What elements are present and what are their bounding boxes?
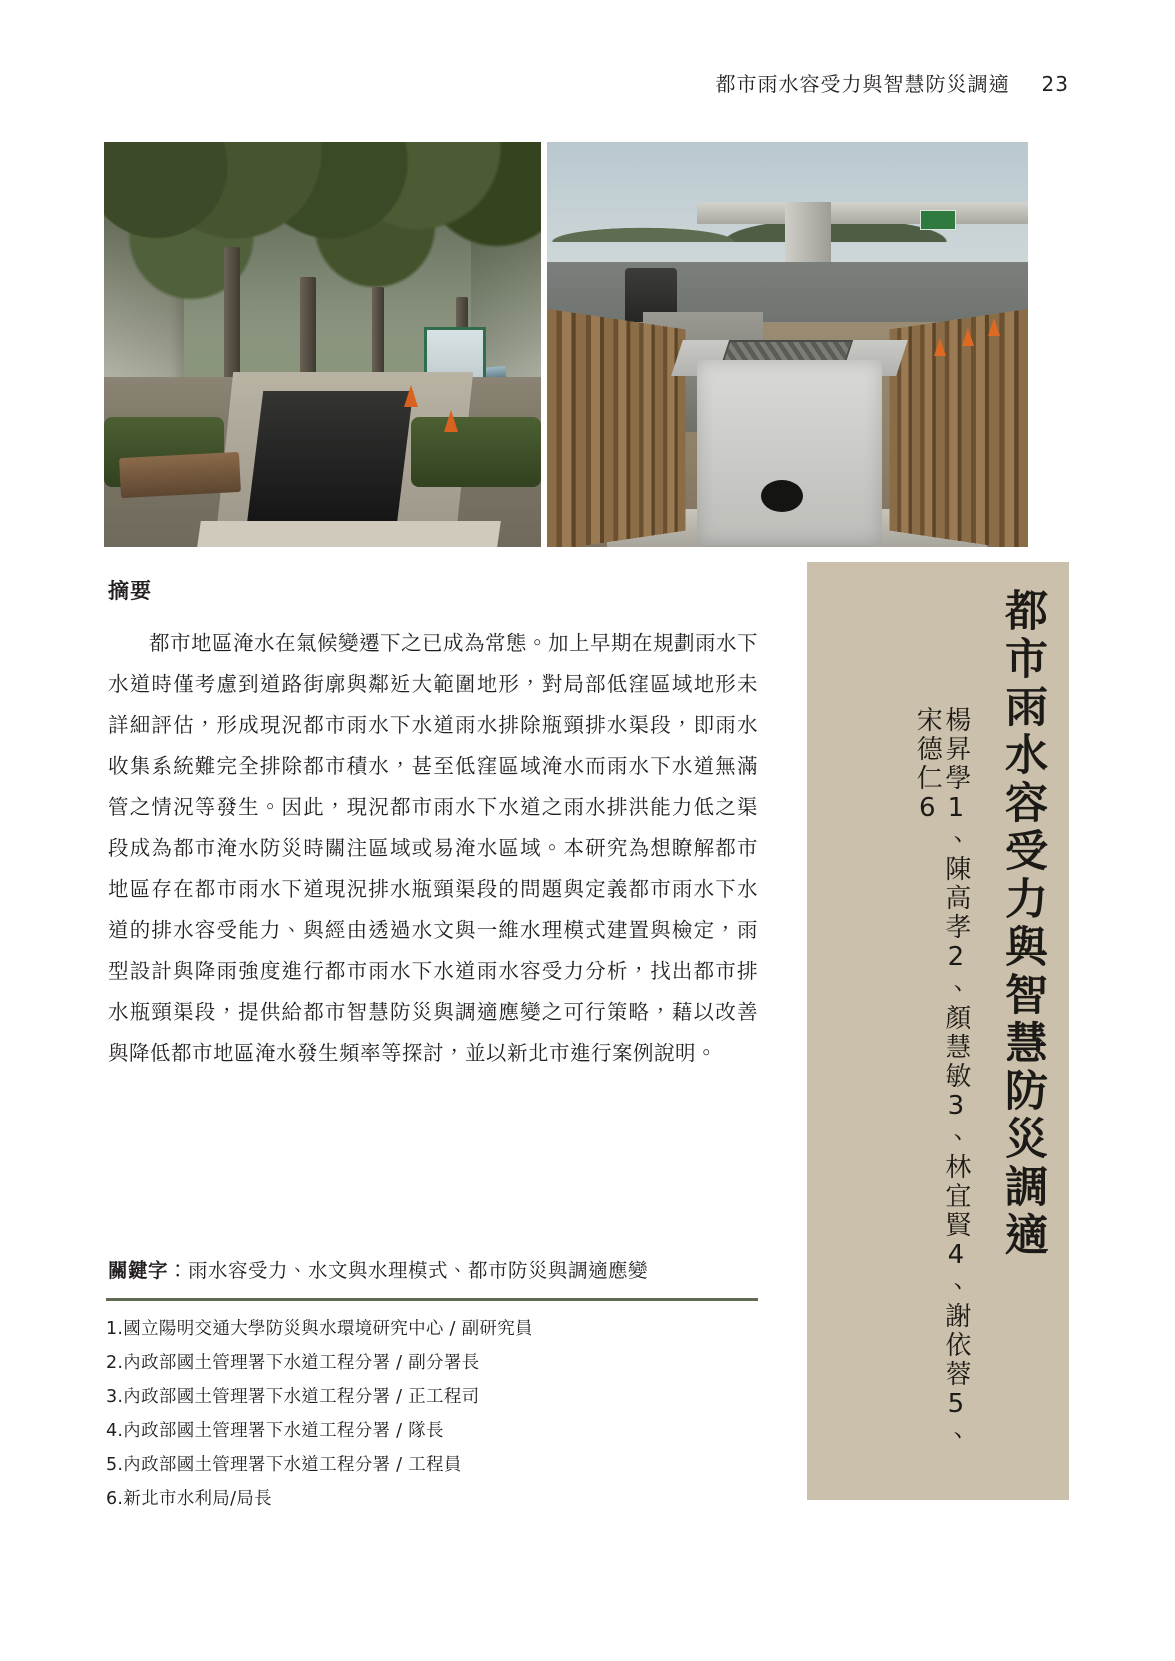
running-head-title: 都市雨水容受力與智慧防災調適 xyxy=(715,72,1010,96)
affiliation-item: 4.內政部國土管理署下水道工程分署 / 隊長 xyxy=(106,1421,444,1441)
page-number: 23 xyxy=(1041,72,1069,96)
photo-trench-lining xyxy=(245,391,413,541)
photo-bench xyxy=(119,452,241,498)
photo-kerb xyxy=(197,521,501,547)
photo-pipe-opening xyxy=(761,480,803,512)
excavation-box-culvert-photo xyxy=(547,142,1028,547)
photo-highway-sign xyxy=(920,210,956,230)
photo-hedge xyxy=(411,417,541,487)
affiliation-item: 1.國立陽明交通大學防災與水環境研究中心 / 副研究員 xyxy=(106,1319,533,1339)
figure-strip xyxy=(104,142,1028,547)
footnote-divider xyxy=(106,1298,758,1301)
photo-box-culvert xyxy=(697,360,882,545)
photo-traffic-cone xyxy=(934,338,946,356)
photo-timber-shoring-right xyxy=(889,309,1028,547)
author-list: 楊昇學1、陳高孝2、顏慧敏3、林宜賢4、謝依蓉5、宋德仁6 xyxy=(912,706,971,1451)
keywords-line xyxy=(108,1255,758,1283)
affiliation-item: 5.內政部國土管理署下水道工程分署 / 工程員 xyxy=(106,1455,462,1475)
abstract-body: 都市地區淹水在氣候變遷下之已成為常態。加上早期在規劃雨水下水道時僅考慮到道路街廓與鄰近大範圍地形，對局部低窪區域地形未詳細評估，形成現況都市雨水下水道雨水排除瓶頸排水渠段，即雨水收集系統難完全排除都市積水，甚至低窪區域淹水而雨水下水道無滿管之情況等發生。因此，現況都市雨水下水道之雨水排洪能力低之渠段成為都市淹水防災時關注區域或易淹水區域。本研究為想瞭解都市地區存在都市雨水下道現況排水瓶頸渠段的問題與定義都市雨水下水道的排水容受能力、與經由透過水文與一維水理模式建置與檢定，雨型設計與降雨強度進行都市雨水下水道雨水容受力分析，找出都市排水瓶頸渠段，提供給都市智慧防災與調適應變之可行策略，藉以改善與降低都市地區淹水發生頻率等探討，並以新北市進行案例說明。 xyxy=(108,631,758,1065)
keywords-separator: ： xyxy=(168,1259,189,1282)
vertical-title-panel xyxy=(807,562,1069,1500)
photo-traffic-cone xyxy=(444,410,458,432)
photo-traffic-cone xyxy=(404,385,418,407)
affiliation-item: 2.內政部國土管理署下水道工程分署 / 副分署長 xyxy=(106,1353,480,1373)
abstract-heading: 摘要 xyxy=(108,579,152,603)
keywords-label: 關鍵字 xyxy=(108,1259,169,1282)
photo-timber-shoring-left xyxy=(547,309,686,547)
running-head xyxy=(716,68,1069,97)
article-title: 都市雨水容受力與智慧防災調適 xyxy=(998,588,1048,1260)
keywords-value: 雨水容受力、水文與水理模式、都市防災與調適應變 xyxy=(188,1259,649,1282)
affiliation-item: 6.新北市水利局/局長 xyxy=(106,1489,272,1509)
affiliation-item: 3.內政部國土管理署下水道工程分署 / 正工程司 xyxy=(106,1387,480,1407)
photo-viaduct xyxy=(697,202,1028,224)
abstract-section xyxy=(108,575,758,1074)
affiliations-list xyxy=(106,1312,766,1516)
photo-traffic-cone xyxy=(988,318,1000,336)
photo-traffic-cone xyxy=(962,328,974,346)
street-trench-photo xyxy=(104,142,541,547)
